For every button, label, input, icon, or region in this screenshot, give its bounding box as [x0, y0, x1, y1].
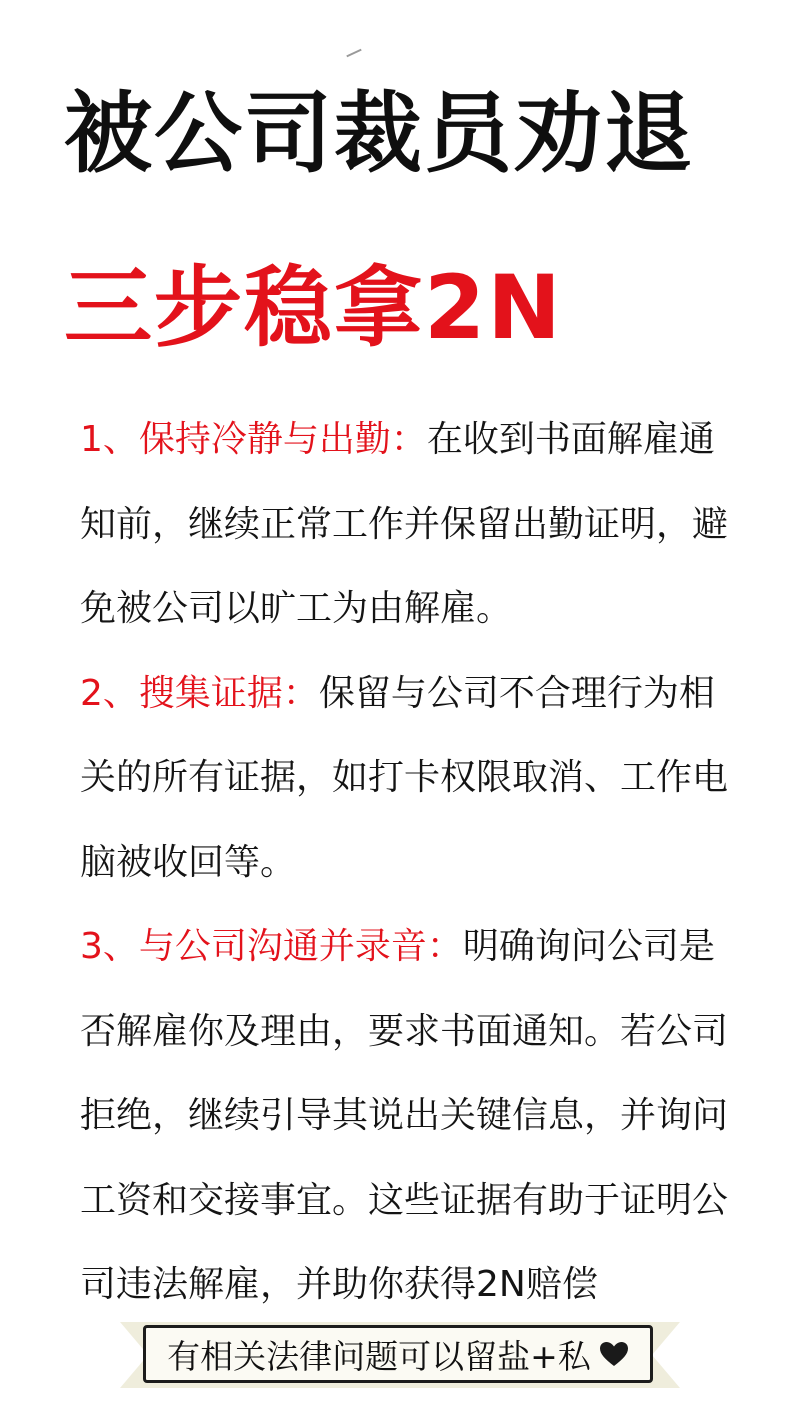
heart-icon: [599, 1341, 629, 1367]
step-2-heading: 2、搜集证据：: [80, 672, 319, 714]
step-3-heading: 3、与公司沟通并录音：: [80, 926, 463, 967]
steps-content: [80, 398, 730, 1328]
page-title: 被公司裁员劝退: [64, 82, 695, 185]
step-3: [80, 905, 730, 1328]
step-1: [80, 398, 730, 652]
decorative-stroke: [346, 49, 361, 58]
step-2-text: 保留与公司不合理行为相关的所有证据，如打卡权限取消、工作电脑被收回等。: [80, 672, 729, 883]
step-1-text: 在收到书面解雇通知前，继续正常工作并保留出勤证明，避免被公司以旷工为由解雇。: [80, 419, 729, 629]
footer-text: 有相关法律问题可以留盐+私: [167, 1336, 591, 1376]
step-2: [80, 652, 730, 906]
page-subtitle: 三步稳拿2N: [64, 256, 563, 359]
step-3-text: 明确询问公司是否解雇你及理由，要求书面通知。若公司拒绝，继续引导其说出关键信息，并询问工资和交接事宜。这些证据有助于证明公司违法解雇，并助你获得2N赔偿: [80, 926, 729, 1305]
footer-callout: [143, 1325, 653, 1383]
step-1-heading: 1、保持冷静与出勤：: [80, 419, 427, 460]
